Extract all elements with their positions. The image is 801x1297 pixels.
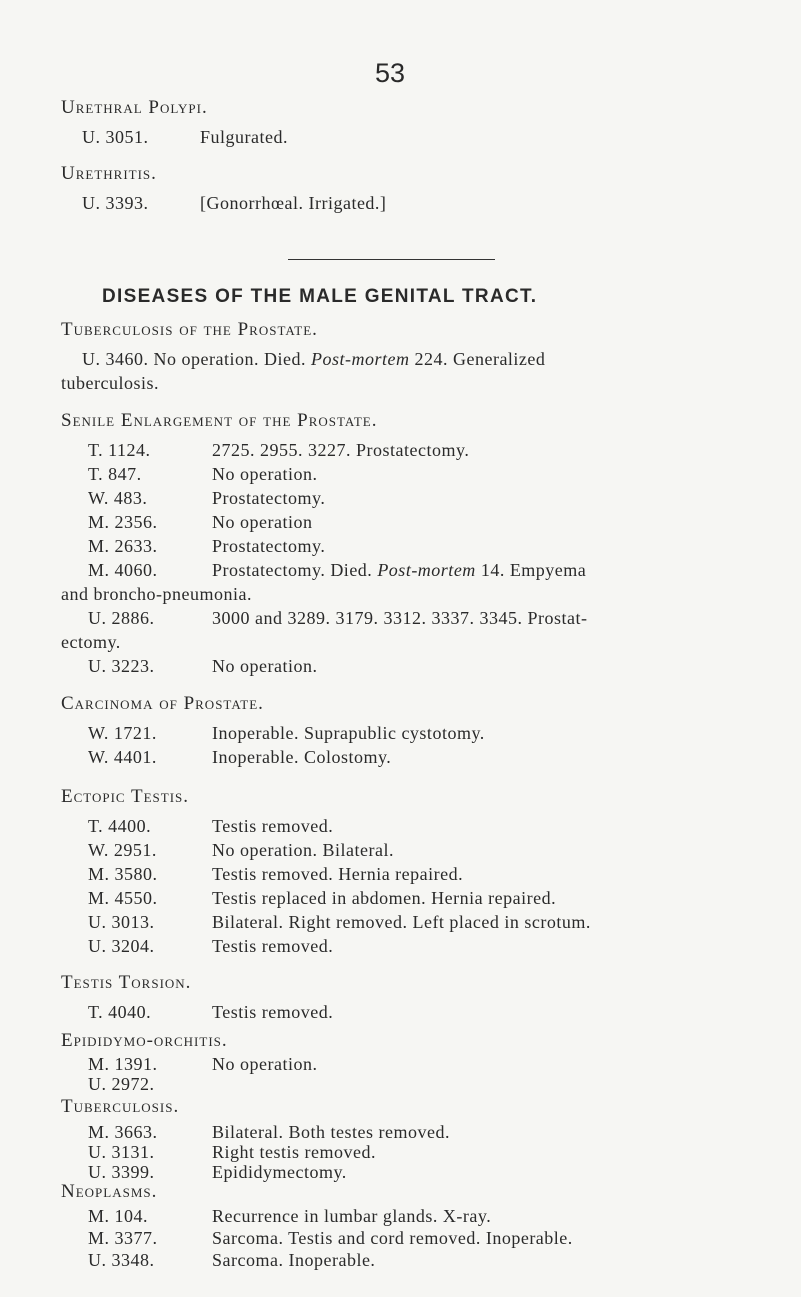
entry: T. 847. No operation.	[88, 464, 318, 484]
entry-continuation: tuberculosis.	[61, 373, 159, 393]
divider-rule	[288, 259, 495, 260]
section-heading-neoplasms: Neoplasms.	[61, 1181, 158, 1202]
entry: M. 2633. Prostatectomy.	[88, 536, 326, 556]
entry-text: Sarcoma. Inoperable.	[212, 1250, 376, 1270]
entry	[88, 1228, 573, 1249]
entry: W. 483. Prostatectomy.	[88, 488, 326, 508]
entry: U. 2972.	[88, 1074, 155, 1094]
entry: T. 4040. Testis removed.	[88, 1002, 334, 1022]
main-heading: DISEASES OF THE MALE GENITAL TRACT.	[102, 286, 538, 307]
section-heading-urethritis: Urethritis.	[61, 163, 157, 184]
section-heading-torsion: Testis Torsion.	[61, 972, 192, 993]
entry: W. 2951. No operation. Bilateral.	[88, 840, 394, 860]
entry	[88, 1206, 491, 1227]
entry: M. 4060. Prostatectomy. Died. Post-mortem 14. Empyema	[88, 560, 587, 580]
section-heading-epididymo: Epididymo-orchitis.	[61, 1030, 228, 1051]
entry: U. 2886. 3000 and 3289. 3179. 3312. 3337. 3345. Prostat-	[88, 608, 588, 628]
entry-continuation: ectomy.	[61, 632, 121, 652]
entry: U. 3204. Testis removed.	[88, 936, 334, 956]
section-heading-urethral-polypi: Urethral Polypi.	[61, 97, 208, 118]
entry-text: Sarcoma. Testis and cord removed. Inoperable.	[212, 1228, 573, 1248]
section-heading-ectopic: Ectopic Testis.	[61, 786, 190, 807]
entry: T. 4400. Testis removed.	[88, 816, 334, 836]
entry: W. 4401. Inoperable. Colostomy.	[88, 747, 392, 767]
entry: U. 3051. Fulgurated.	[82, 127, 288, 147]
entry: U. 3460. No operation. Died. Post-mortem 224. Generalized	[82, 349, 546, 369]
entry: U. 3399. Epididymectomy.	[88, 1162, 347, 1182]
page-number: 53	[375, 58, 406, 88]
entry: M. 4550. Testis replaced in abdomen. Hernia repaired.	[88, 888, 557, 908]
entry-continuation: and broncho-pneumonia.	[61, 584, 252, 604]
section-heading-carcinoma: Carcinoma of Prostate.	[61, 693, 264, 714]
section-heading-senile: Senile Enlargement of the Prostate.	[61, 410, 378, 431]
entry: U. 3131. Right testis removed.	[88, 1142, 376, 1162]
entry-code: M. 3377.	[88, 1228, 158, 1248]
section-heading-tb-prostate: Tuberculosis of the Prostate.	[61, 319, 318, 340]
section-heading-tuberculosis: Tuberculosis.	[61, 1096, 180, 1117]
entry: U. 3223. No operation.	[88, 656, 318, 676]
entry: M. 3580. Testis removed. Hernia repaired.	[88, 864, 464, 884]
entry-code: M. 104.	[88, 1206, 149, 1226]
entry: W. 1721. Inoperable. Suprapublic cystotomy.	[88, 723, 485, 743]
entry	[88, 1250, 375, 1271]
entry: M. 2356. No operation	[88, 512, 313, 532]
entry: U. 3393. [Gonorrhœal. Irrigated.]	[82, 193, 387, 213]
entry-text: Recurrence in lumbar glands. X-ray.	[212, 1206, 492, 1226]
entry: M. 3663. Bilateral. Both testes removed.	[88, 1122, 450, 1142]
entry-code: U. 3348.	[88, 1250, 155, 1270]
entry: U. 3013. Bilateral. Right removed. Left placed in scrotum.	[88, 912, 591, 932]
entry: T. 1124. 2725. 2955. 3227. Prostatectomy.	[88, 440, 470, 460]
entry: M. 1391. No operation.	[88, 1054, 318, 1074]
